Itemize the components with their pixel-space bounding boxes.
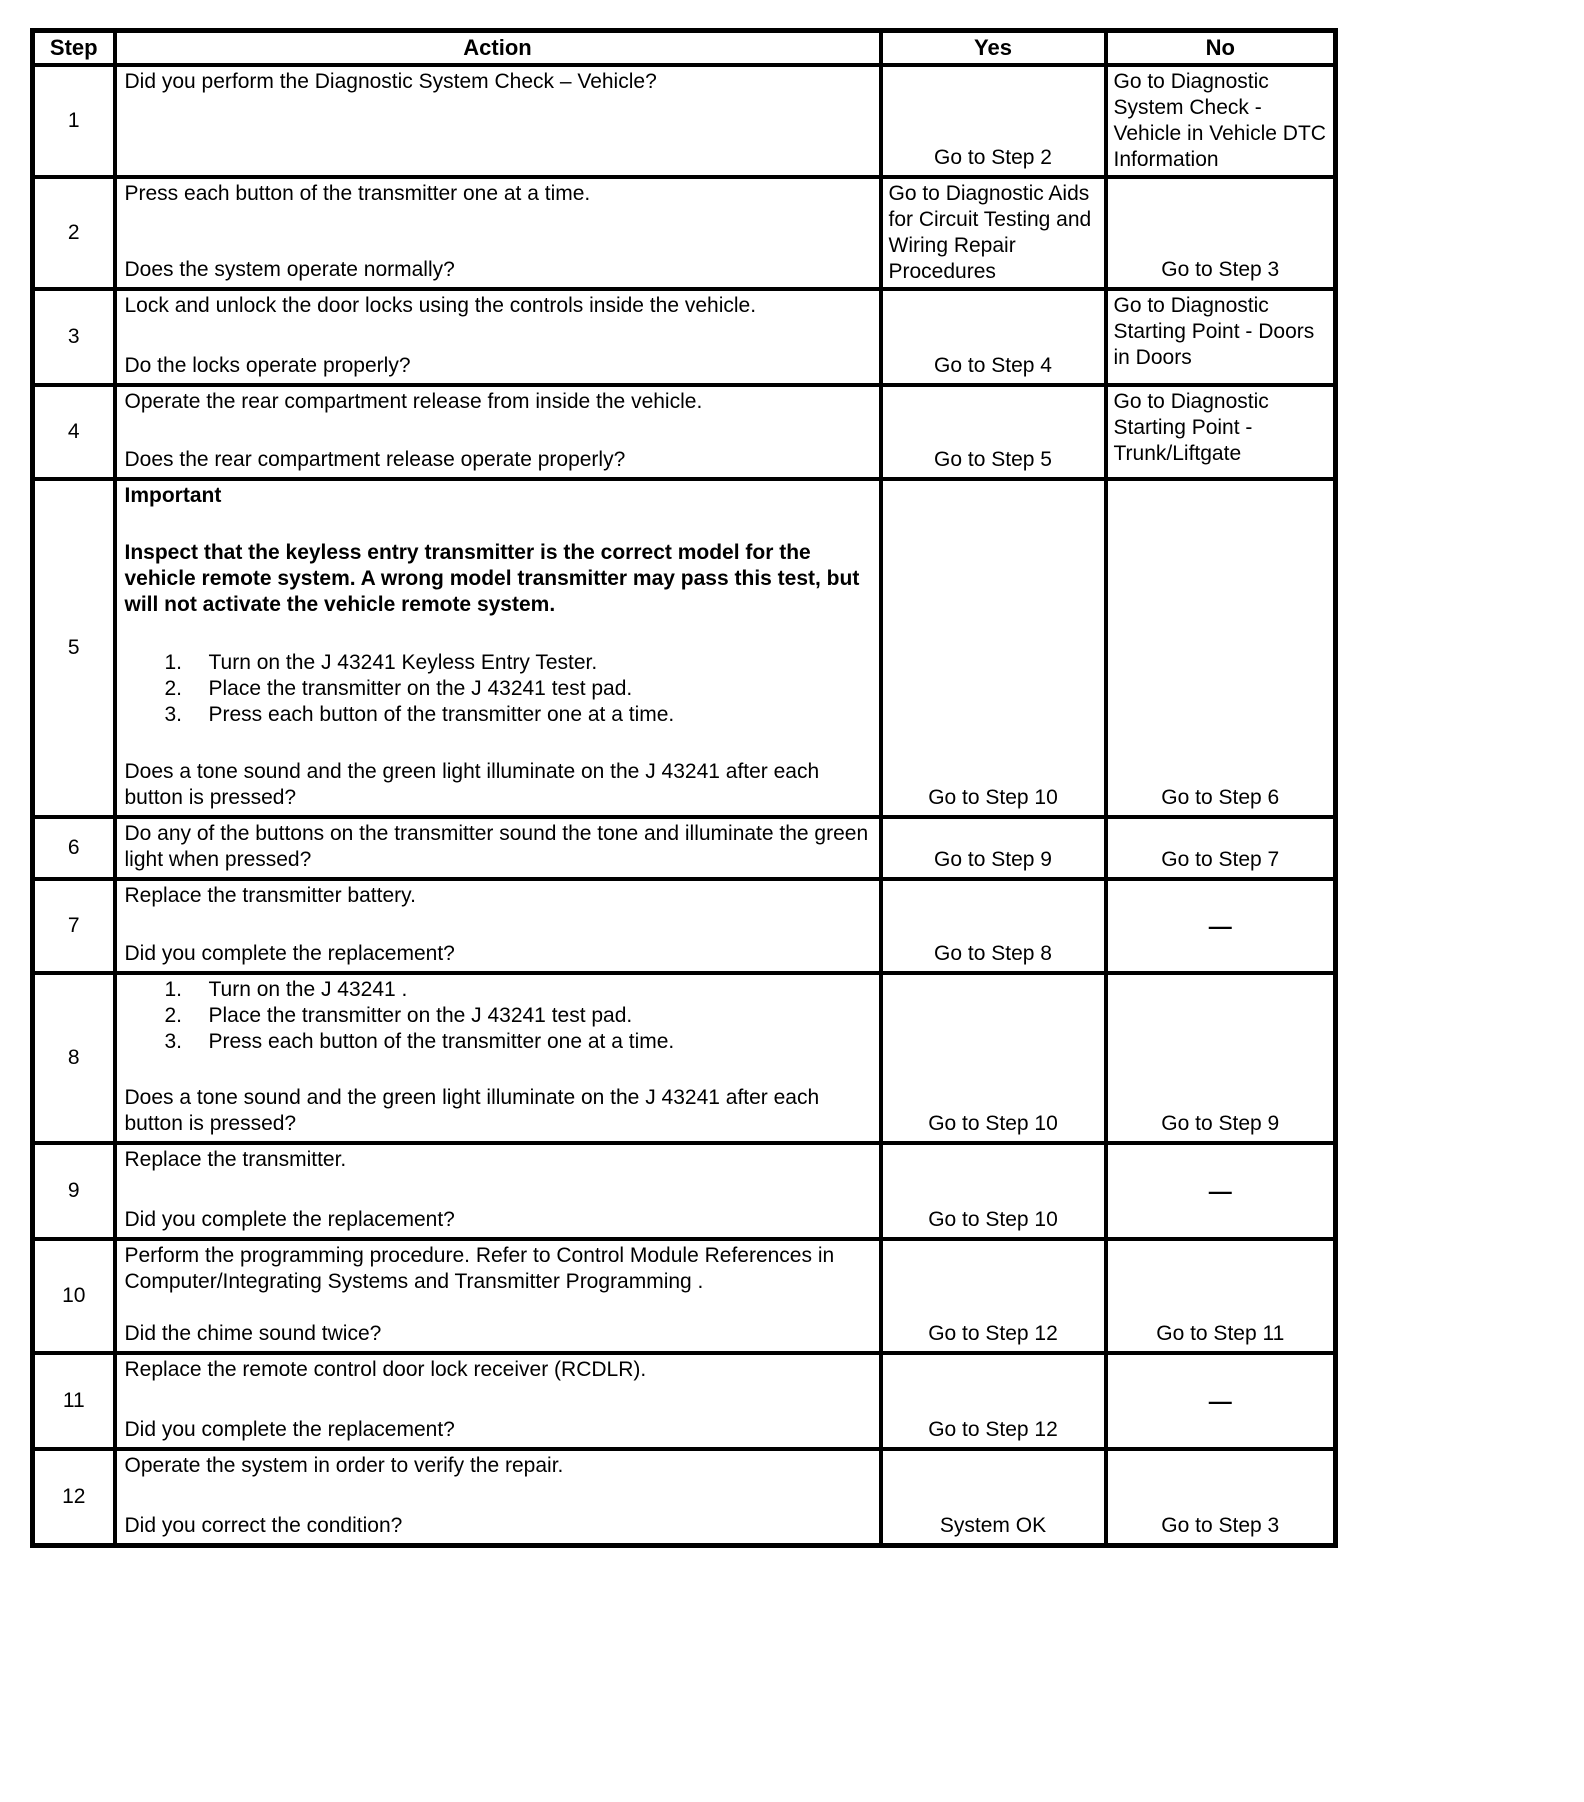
list-number: 2.: [164, 1004, 183, 1027]
numbered-list-item: [165, 676, 871, 702]
header-yes: Yes: [881, 31, 1106, 66]
action-text: Did you complete the replacement?: [124, 1418, 455, 1441]
action-text: Operate the system in order to verify the repair.: [124, 1454, 564, 1477]
table-row: [33, 879, 1336, 973]
table-row: [33, 973, 1336, 1143]
action-text: Does a tone sound and the green light illuminate on the J 43241 after each button is pressed?: [124, 759, 820, 809]
diagnostic-table-body: [33, 65, 1336, 1546]
yes-cell: Go to Step 10: [881, 973, 1106, 1143]
no-cell: —: [1106, 879, 1336, 973]
step-cell: 7: [33, 879, 115, 973]
step-cell: 12: [33, 1449, 115, 1546]
spacer: [125, 1383, 871, 1417]
numbered-list-item: [165, 977, 871, 1003]
table-row: [33, 385, 1336, 479]
action-text: Did you complete the replacement?: [124, 942, 455, 965]
spacer: [125, 1055, 871, 1085]
table-row: [33, 1449, 1336, 1546]
header-action: Action: [115, 31, 881, 66]
numbered-list: [125, 977, 871, 1055]
no-cell: —: [1106, 1143, 1336, 1239]
no-cell: Go to Step 6: [1106, 479, 1336, 817]
spacer: [125, 415, 871, 447]
action-text: Do the locks operate properly?: [124, 354, 411, 377]
action-cell: [115, 1353, 881, 1449]
list-item-text: Turn on the J 43241 .: [208, 978, 408, 1001]
no-cell: Go to Step 3: [1106, 1449, 1336, 1546]
list-item-text: Place the transmitter on the J 43241 test pad.: [208, 676, 633, 700]
action-text: Press each button of the transmitter one at a time.: [124, 182, 591, 205]
table-row: [33, 177, 1336, 289]
table-row: [33, 1353, 1336, 1449]
table-row: [33, 1239, 1336, 1353]
action-text: Perform the programming procedure. Refer to Control Module References in Computer/Integrating Systems and Transmitter Programming .: [124, 1244, 835, 1293]
list-number: 3.: [164, 1030, 183, 1053]
action-cell: [115, 879, 881, 973]
action-text: Replace the transmitter.: [124, 1148, 347, 1171]
action-text: Does the system operate normally?: [124, 258, 455, 281]
spacer: [125, 207, 871, 257]
yes-cell: Go to Step 9: [881, 817, 1106, 879]
table-header: [33, 31, 1336, 66]
list-item-text: Place the transmitter on the J 43241 test pad.: [208, 1004, 633, 1027]
step-cell: 3: [33, 289, 115, 385]
no-cell: Go to Step 3: [1106, 177, 1336, 289]
action-cell: [115, 1449, 881, 1546]
action-cell: [115, 289, 881, 385]
no-cell: Go to Step 9: [1106, 973, 1336, 1143]
diagnostic-table: [30, 28, 1338, 1548]
step-cell: 2: [33, 177, 115, 289]
table-row: [33, 1143, 1336, 1239]
numbered-list-item: [165, 702, 871, 728]
action-cell: [115, 479, 881, 817]
list-number: 3.: [164, 702, 183, 726]
action-text: Did you complete the replacement?: [124, 1208, 455, 1231]
action-text: Does a tone sound and the green light illuminate on the J 43241 after each button is pressed?: [124, 1086, 820, 1135]
list-number: 2.: [164, 676, 183, 700]
action-text: Replace the transmitter battery.: [124, 884, 416, 907]
header-row: [33, 31, 1336, 66]
step-cell: 5: [33, 479, 115, 817]
spacer: [125, 1479, 871, 1513]
action-text-bold: Important: [124, 484, 222, 507]
yes-cell: Go to Step 10: [881, 479, 1106, 817]
action-text: Lock and unlock the door locks using the controls inside the vehicle.: [124, 294, 757, 317]
yes-cell: Go to Step 5: [881, 385, 1106, 479]
action-text: Did you correct the condition?: [124, 1514, 403, 1537]
action-text: Replace the remote control door lock receiver (RCDLR).: [124, 1358, 647, 1381]
action-text: Did you perform the Diagnostic System Check – Vehicle?: [124, 70, 657, 93]
no-cell: Go to Diagnostic Starting Point - Trunk/Liftgate: [1106, 385, 1336, 479]
step-cell: 11: [33, 1353, 115, 1449]
action-text: Operate the rear compartment release from inside the vehicle.: [124, 390, 703, 413]
action-cell: [115, 385, 881, 479]
list-item-text: Turn on the J 43241 Keyless Entry Tester.: [208, 650, 598, 674]
yes-cell: Go to Diagnostic Aids for Circuit Testing and Wiring Repair Procedures: [881, 177, 1106, 289]
list-item-text: Press each button of the transmitter one at a time.: [208, 702, 675, 726]
header-step: Step: [33, 31, 115, 66]
header-no: No: [1106, 31, 1336, 66]
no-cell: —: [1106, 1353, 1336, 1449]
no-cell: Go to Diagnostic System Check - Vehicle in Vehicle DTC Information: [1106, 65, 1336, 177]
yes-cell: Go to Step 10: [881, 1143, 1106, 1239]
list-number: 1.: [164, 650, 183, 674]
yes-cell: Go to Step 8: [881, 879, 1106, 973]
numbered-list-item: [165, 650, 871, 676]
action-cell: [115, 973, 881, 1143]
numbered-list-item: [165, 1003, 871, 1029]
action-cell: [115, 177, 881, 289]
spacer: [125, 319, 871, 353]
yes-cell: System OK: [881, 1449, 1106, 1546]
spacer: [125, 1173, 871, 1207]
action-text: Do any of the buttons on the transmitter sound the tone and illuminate the green light when pressed?: [124, 822, 869, 871]
action-text: Did the chime sound twice?: [124, 1322, 382, 1345]
yes-cell: Go to Step 2: [881, 65, 1106, 177]
action-cell: [115, 817, 881, 879]
list-item-text: Press each button of the transmitter one at a time.: [208, 1030, 675, 1053]
table-row: [33, 65, 1336, 177]
no-cell: Go to Step 11: [1106, 1239, 1336, 1353]
yes-cell: Go to Step 12: [881, 1353, 1106, 1449]
no-cell: Go to Step 7: [1106, 817, 1336, 879]
list-number: 1.: [164, 978, 183, 1001]
spacer: [125, 509, 871, 540]
table-row: [33, 289, 1336, 385]
step-cell: 9: [33, 1143, 115, 1239]
action-cell: [115, 65, 881, 177]
yes-cell: Go to Step 4: [881, 289, 1106, 385]
step-cell: 1: [33, 65, 115, 177]
spacer: [125, 1295, 871, 1321]
spacer: [125, 728, 871, 759]
numbered-list-item: [165, 1029, 871, 1055]
action-cell: [115, 1143, 881, 1239]
action-cell: [115, 1239, 881, 1353]
table-row: [33, 479, 1336, 817]
yes-cell: Go to Step 12: [881, 1239, 1106, 1353]
action-text: Does the rear compartment release operate properly?: [124, 448, 626, 471]
step-cell: 4: [33, 385, 115, 479]
action-text-bold: Inspect that the keyless entry transmitter is the correct model for the vehicle remote system. A wrong model transmitter may pass this test, but will not activate the vehicle remote system.: [124, 541, 860, 617]
step-cell: 6: [33, 817, 115, 879]
step-cell: 8: [33, 973, 115, 1143]
spacer: [125, 618, 871, 649]
table-row: [33, 817, 1336, 879]
no-cell: Go to Diagnostic Starting Point - Doors in Doors: [1106, 289, 1336, 385]
spacer: [125, 909, 871, 941]
numbered-list: [125, 650, 871, 728]
step-cell: 10: [33, 1239, 115, 1353]
